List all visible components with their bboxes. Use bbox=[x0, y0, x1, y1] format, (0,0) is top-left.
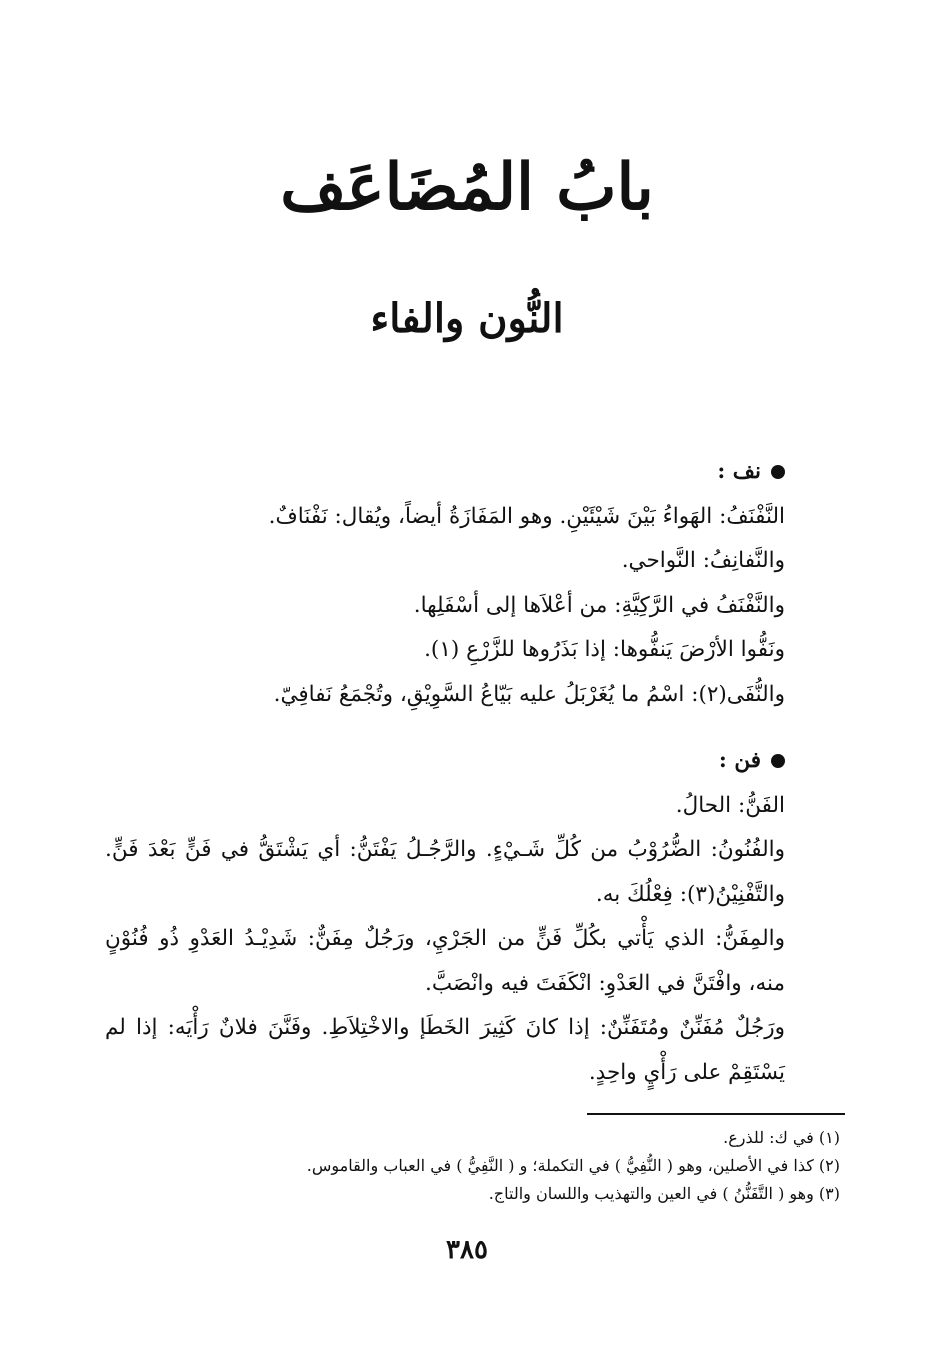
entry-heading bbox=[105, 450, 785, 495]
footnote: (٣) وهو ( التَّفَنُّنُ ) في العين والتهذيب واللسان والتاج. bbox=[488, 1184, 840, 1203]
footnotes bbox=[105, 1124, 840, 1208]
entry-heading bbox=[105, 739, 785, 784]
entry-line: الفَنُّ: الحالُ. bbox=[675, 792, 785, 818]
entry-paragraph: ورَجُلٌ مُفَنِّنٌ ومُتَفَنِّنٌ: إذا كانَ كَثِيرَ الخَطَإ والاخْتِلاَطِ. وفَنَّنَ فلانٌ رَأْيَه: إذا لم يَسْتَقِمْ على رَأْيٍ واحِدٍ. bbox=[105, 1015, 785, 1085]
entry-line: والنَّفانِفُ: النَّواحي. bbox=[621, 548, 785, 573]
entry-line: ونَفُّوا الأرْضَ يَنفُّوها: إذا بَذَرُوها للزَّرْعِ (١). bbox=[424, 637, 785, 662]
entry-spacer bbox=[105, 717, 785, 739]
section-title: النُّون والفاء bbox=[370, 295, 564, 342]
footnote-separator bbox=[587, 1113, 845, 1115]
entry-paragraph: والفُنُونُ: الضُّرُوْبُ من كُلِّ شَـيْءٍ. والرَّجُـلُ يَفْتَنُّ: أي يَشْتَقُّ في فَنٍّ بَعْدَ فَنٍّ. والتَّفْنِيْنُ(٣): فِعْلُكَ به. bbox=[105, 837, 785, 907]
bullet-icon bbox=[771, 465, 785, 479]
main-text bbox=[105, 450, 785, 1095]
entry-line: والنُّفَى(٢): اسْمُ ما يُغَرْبَلُ عليه بَيّاعُ السَّوِيْقِ، وتُجْمَعُ نَفافِيّ. bbox=[273, 681, 785, 707]
entry-root: نف : bbox=[717, 459, 761, 484]
entry-line: النَّفْنَفُ: الهَواءُ بَيْنَ شَيْئَيْنِ. وهو المَفَازَةُ أيضاً، ويُقال: نَفْنَافٌ. bbox=[268, 503, 785, 529]
entry-nf bbox=[105, 450, 785, 717]
entry-line: والنَّفْنَفُ في الرَّكِيَّةِ: من أعْلاَها إلى أسْفَلِها. bbox=[413, 592, 785, 618]
entry-root: فن : bbox=[718, 748, 761, 773]
bullet-icon bbox=[771, 754, 785, 768]
footnote: (٢) كذا في الأصلين، وهو ( النُّفِيُّ ) في التكملة؛ و ( النَّفِيُّ ) في العباب والقاموس. bbox=[306, 1156, 840, 1175]
entry-paragraph: والمِفَنُّ: الذي يَأْتي بكُلِّ فَنٍّ من الجَرْيِ، ورَجُلٌ مِفَنٌّ: شَدِيْـدُ العَدْوِ ذُو فُنُوْنٍ منه، وافْتَنَّ في العَدْوِ: انْكَفَتَ فيه وانْصَبَّ. bbox=[105, 926, 785, 996]
entry-fn bbox=[105, 739, 785, 1095]
footnote: (١) في ك: للذرع. bbox=[723, 1128, 840, 1147]
chapter-title: بابُ المُضَاعَف bbox=[280, 150, 654, 225]
page-number: ٣٨٥ bbox=[446, 1235, 488, 1265]
